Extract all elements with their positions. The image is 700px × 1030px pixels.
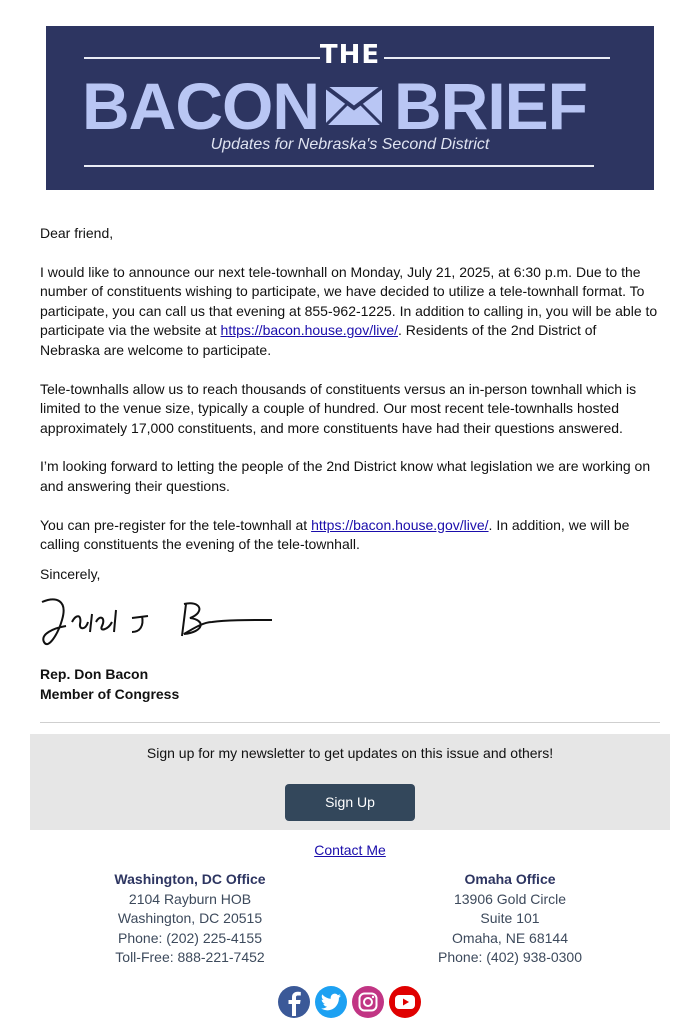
- paragraph-pre-register: [40, 516, 660, 555]
- facebook-icon[interactable]: [278, 986, 310, 1018]
- twitter-icon[interactable]: [315, 986, 347, 1018]
- paragraph-announcement: [40, 263, 660, 361]
- paragraph-looking-forward: I’m looking forward to letting the people of the 2nd District know what legislation we are working on and answering their questions.: [40, 458, 651, 494]
- divider: [40, 722, 660, 723]
- signer-name: Rep. Don Bacon: [40, 666, 149, 682]
- office-line: 13906 Gold Circle: [453, 890, 567, 907]
- office-line: Omaha, NE 68144: [452, 929, 568, 946]
- office-line: Suite 101: [480, 910, 540, 927]
- pre-register-link[interactable]: https://bacon.house.gov/live/: [311, 516, 489, 533]
- office-line: Phone: (202) 225-4155: [118, 929, 262, 946]
- office-line: Toll-Free: 888-221-7452: [115, 949, 265, 966]
- signature-image: [36, 592, 276, 656]
- social-links: [278, 986, 421, 1018]
- office-line: 2104 Rayburn HOB: [128, 890, 252, 907]
- newsletter-signup-panel: [30, 734, 670, 830]
- office-title: Washington, DC Office: [114, 871, 266, 887]
- office-omaha: [390, 870, 630, 968]
- office-line: Phone: (402) 938-0300: [438, 949, 582, 966]
- banner-word-bacon: BACON: [82, 69, 319, 143]
- office-line: Washington, DC 20515: [117, 910, 263, 927]
- banner-rule-bottom: [84, 165, 594, 167]
- greeting: Dear friend,: [40, 225, 114, 241]
- letter-body: [40, 224, 660, 574]
- signer: [40, 664, 179, 704]
- live-link[interactable]: https://bacon.house.gov/live/: [220, 322, 398, 339]
- banner-the: THE: [319, 40, 381, 70]
- envelope-icon: [325, 86, 383, 126]
- newsletter-banner: [46, 26, 654, 190]
- paragraph-text: . In addition, we will be calling constituents the evening of the tele-townhall.: [40, 516, 630, 553]
- banner-tagline: Updates for Nebraska's Second District: [210, 136, 490, 153]
- banner-word-brief: BRIEF: [394, 69, 587, 143]
- office-title: Omaha Office: [464, 871, 556, 887]
- closing: Sincerely,: [40, 566, 101, 582]
- signer-title: Member of Congress: [40, 686, 180, 702]
- signup-message: Sign up for my newsletter to get updates on this issue and others!: [146, 745, 554, 761]
- paragraph-tele-townhalls: Tele-townhalls allow us to reach thousands of constituents versus an in-person townhall which is limited to the venue size, typically a couple of hundred. Our most recent tele-townhalls hosted approximately 17,000 constituents, and more constituents have had their questions answered.: [40, 380, 637, 436]
- instagram-icon[interactable]: [352, 986, 384, 1018]
- paragraph-text: . Residents of the 2nd District of Nebraska are welcome to participate.: [40, 322, 597, 358]
- contact-me-link[interactable]: Contact Me: [314, 842, 386, 858]
- office-washington: [70, 870, 310, 968]
- paragraph-text: You can pre-register for the tele-townhall at: [40, 516, 312, 533]
- contact-row: [0, 842, 700, 858]
- paragraph-text: I would like to announce our next tele-townhall on Monday, July 21, 2025, at 6:30 p.m. Due to the number of constituents wishing to participate, we have decided to utilize a tele-townhall format. To participate, you can call us that evening at 855-962-1225. In addition to calling in, you will be able to participate via the website at: [40, 263, 658, 339]
- sign-up-button[interactable]: Sign Up: [285, 784, 415, 821]
- youtube-icon[interactable]: [389, 986, 421, 1018]
